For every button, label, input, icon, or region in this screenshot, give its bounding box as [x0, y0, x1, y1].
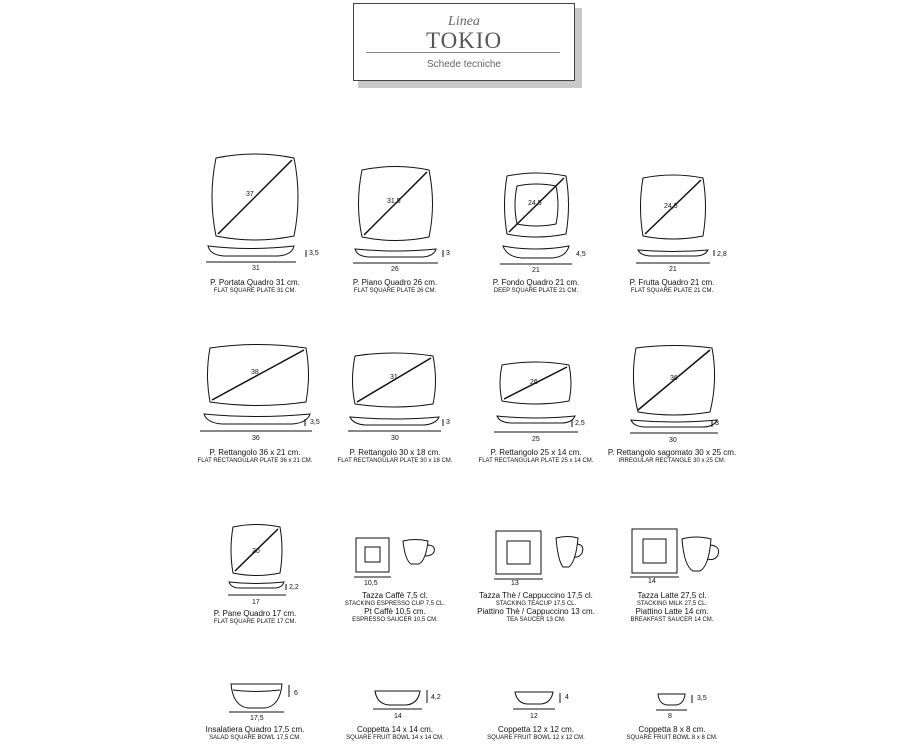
name-it: P. Frutta Quadro 21 cm. — [629, 278, 715, 287]
diag-rett-36: 38 — [251, 369, 259, 376]
name-it: P. Fondo Quadro 21 cm. — [492, 278, 580, 287]
diag-portata-31: 37 — [246, 191, 254, 198]
height-rett-36: 3,5 — [310, 419, 320, 426]
name-en: FLAT RECTANGULAR PLATE 25 x 14 CM. — [478, 458, 594, 464]
height-fondo-21: 4,5 — [576, 251, 586, 258]
height-piano-26: 3 — [446, 250, 450, 257]
name-en: SALAD SQUARE BOWL 17,5 CM. — [209, 735, 301, 741]
drawing-pane-17 — [228, 525, 286, 596]
name-it: Coppetta 8 x 8 cm. — [638, 725, 706, 734]
name-en: SQUARE FRUIT BOWL 12 x 12 CM. — [487, 735, 585, 741]
name-it: P. Portata Quadro 31 cm. — [210, 278, 300, 287]
width-portata-31: 31 — [252, 265, 260, 272]
width-frutta-21: 21 — [669, 266, 677, 273]
name-en: FLAT RECTANGULAR PLATE 36 x 21 CM. — [197, 458, 313, 464]
height-insalatiera: 6 — [294, 690, 298, 697]
width-coppetta-12: 12 — [530, 713, 538, 720]
name-en: FLAT SQUARE PLATE 31 CM. — [213, 288, 297, 294]
name-it: P. Piano Quadro 26 cm. — [352, 278, 438, 287]
drawing-caffe — [354, 538, 434, 577]
drawing-the — [494, 531, 583, 579]
width-piano-26: 26 — [391, 266, 399, 273]
name-en: FLAT SQUARE PLATE 21 CM. — [630, 288, 714, 294]
drawing-rett-25 — [494, 362, 578, 432]
width-sagomato-30: 30 — [669, 437, 677, 444]
drawing-piano-26 — [353, 167, 443, 264]
height-portata-31: 3,5 — [309, 250, 319, 257]
name-en: STACKING ESPRESSO CUP 7,5 CL. — [344, 601, 446, 607]
height-coppetta-12: 4 — [565, 694, 569, 701]
name-it: Insalatiera Quadro 17,5 cm. — [205, 725, 305, 734]
diag-sagomato-30: 36 — [670, 375, 678, 382]
caption-latte — [572, 592, 772, 623]
name-it: Coppetta 14 x 14 cm. — [356, 725, 434, 734]
name-en-2: BREAKFAST SAUCER 14 CM. — [630, 617, 714, 623]
name-it-2: Piattino Thè / Cappuccino 13 cm. — [477, 607, 595, 616]
drawing-coppetta-14 — [373, 690, 427, 709]
drawing-coppetta-12 — [513, 692, 560, 709]
width-rett-30: 30 — [391, 435, 399, 442]
name-en: DEEP SQUARE PLATE 21 CM. — [493, 288, 579, 294]
diag-frutta-21: 24,5 — [664, 203, 678, 210]
width-pane-17: 17 — [252, 599, 260, 606]
diag-rett-30: 31 — [390, 374, 398, 381]
name-it: Tazza Caffè 7,5 cl. — [362, 591, 428, 600]
width-rett-25: 25 — [532, 436, 540, 443]
diag-fondo-21: 24,5 — [528, 200, 542, 207]
diag-pane-17: 20 — [252, 548, 260, 555]
caption-coppetta-8 — [572, 726, 772, 741]
caption-sagomato-30 — [572, 449, 772, 464]
height-sagomato-30: 3 — [715, 420, 719, 427]
drawing-fondo-21 — [500, 173, 572, 264]
width-coppetta-8: 8 — [668, 713, 672, 720]
name-it: P. Pane Quadro 17 cm. — [213, 609, 297, 618]
width-coppetta-14: 14 — [394, 713, 402, 720]
name-en-2: ESPRESSO SAUCER 10,5 CM. — [352, 617, 438, 623]
name-it-2: Pt Caffè 10,5 cm. — [364, 607, 426, 616]
drawing-rett-30 — [348, 353, 443, 431]
drawing-sagomato-30 — [630, 346, 718, 434]
name-en: SQUARE FRUIT BOWL 14 x 14 CM. — [346, 735, 444, 741]
name-en: STACKING TEACUP 17,5 CL. — [495, 601, 577, 607]
line-label: Linea — [448, 14, 480, 29]
height-rett-25: 2,5 — [575, 420, 585, 427]
width-rett-36: 36 — [252, 435, 260, 442]
height-coppetta-8: 3,5 — [697, 695, 707, 702]
name-it: Tazza Latte 27,5 cl. — [637, 591, 707, 600]
name-it: P. Rettangolo 36 x 21 cm. — [209, 448, 301, 457]
drawing-rett-36 — [200, 345, 312, 432]
name-it: P. Rettangolo 25 x 14 cm. — [490, 448, 582, 457]
name-en-2: TEA SAUCER 13 CM. — [506, 617, 566, 623]
drawing-frutta-21 — [636, 175, 714, 263]
collection-title: TOKIO — [425, 28, 503, 53]
caption-frutta-21 — [572, 279, 772, 294]
name-it: Tazza Thè / Cappuccino 17,5 cl. — [479, 591, 593, 600]
drawing-coppetta-8 — [656, 694, 692, 710]
width-latte: 14 — [648, 578, 656, 585]
name-en: FLAT SQUARE PLATE 17 CM. — [213, 619, 297, 625]
height-rett-30: 3 — [446, 419, 450, 426]
name-en: STACKING MILK 27,5 CL. — [636, 601, 708, 607]
name-en: SQUARE FRUIT BOWL 8 x 8 CM. — [626, 735, 718, 741]
width-the: 13 — [511, 580, 519, 587]
drawing-latte — [630, 529, 719, 577]
height-frutta-21: 2,8 — [717, 251, 727, 258]
name-it: Coppetta 12 x 12 cm. — [497, 725, 575, 734]
diag-rett-25: 26 — [530, 379, 538, 386]
height-pane-17: 2,2 — [289, 584, 299, 591]
name-en: IRREGULAR RECTANGLE 30 x 25 CM. — [618, 458, 726, 464]
width-insalatiera: 17,5 — [250, 715, 264, 722]
diag-piano-26: 31,5 — [387, 198, 401, 205]
width-caffe: 10,5 — [364, 580, 378, 587]
name-it: P. Rettangolo 30 x 18 cm. — [349, 448, 441, 457]
name-en: FLAT SQUARE PLATE 26 CM. — [353, 288, 437, 294]
name-it: P. Rettangolo sagomato 30 x 25 cm. — [607, 448, 737, 457]
subtitle: Schede tecniche — [427, 59, 501, 70]
name-en: FLAT RECTANGULAR PLATE 30 x 18 CM. — [337, 458, 453, 464]
height-coppetta-14: 4,2 — [431, 694, 441, 701]
name-it-2: Piattino Latte 14 cm. — [635, 607, 709, 616]
drawing-insalatiera — [229, 684, 289, 712]
width-fondo-21: 21 — [532, 267, 540, 274]
drawing-portata-31 — [206, 154, 306, 262]
